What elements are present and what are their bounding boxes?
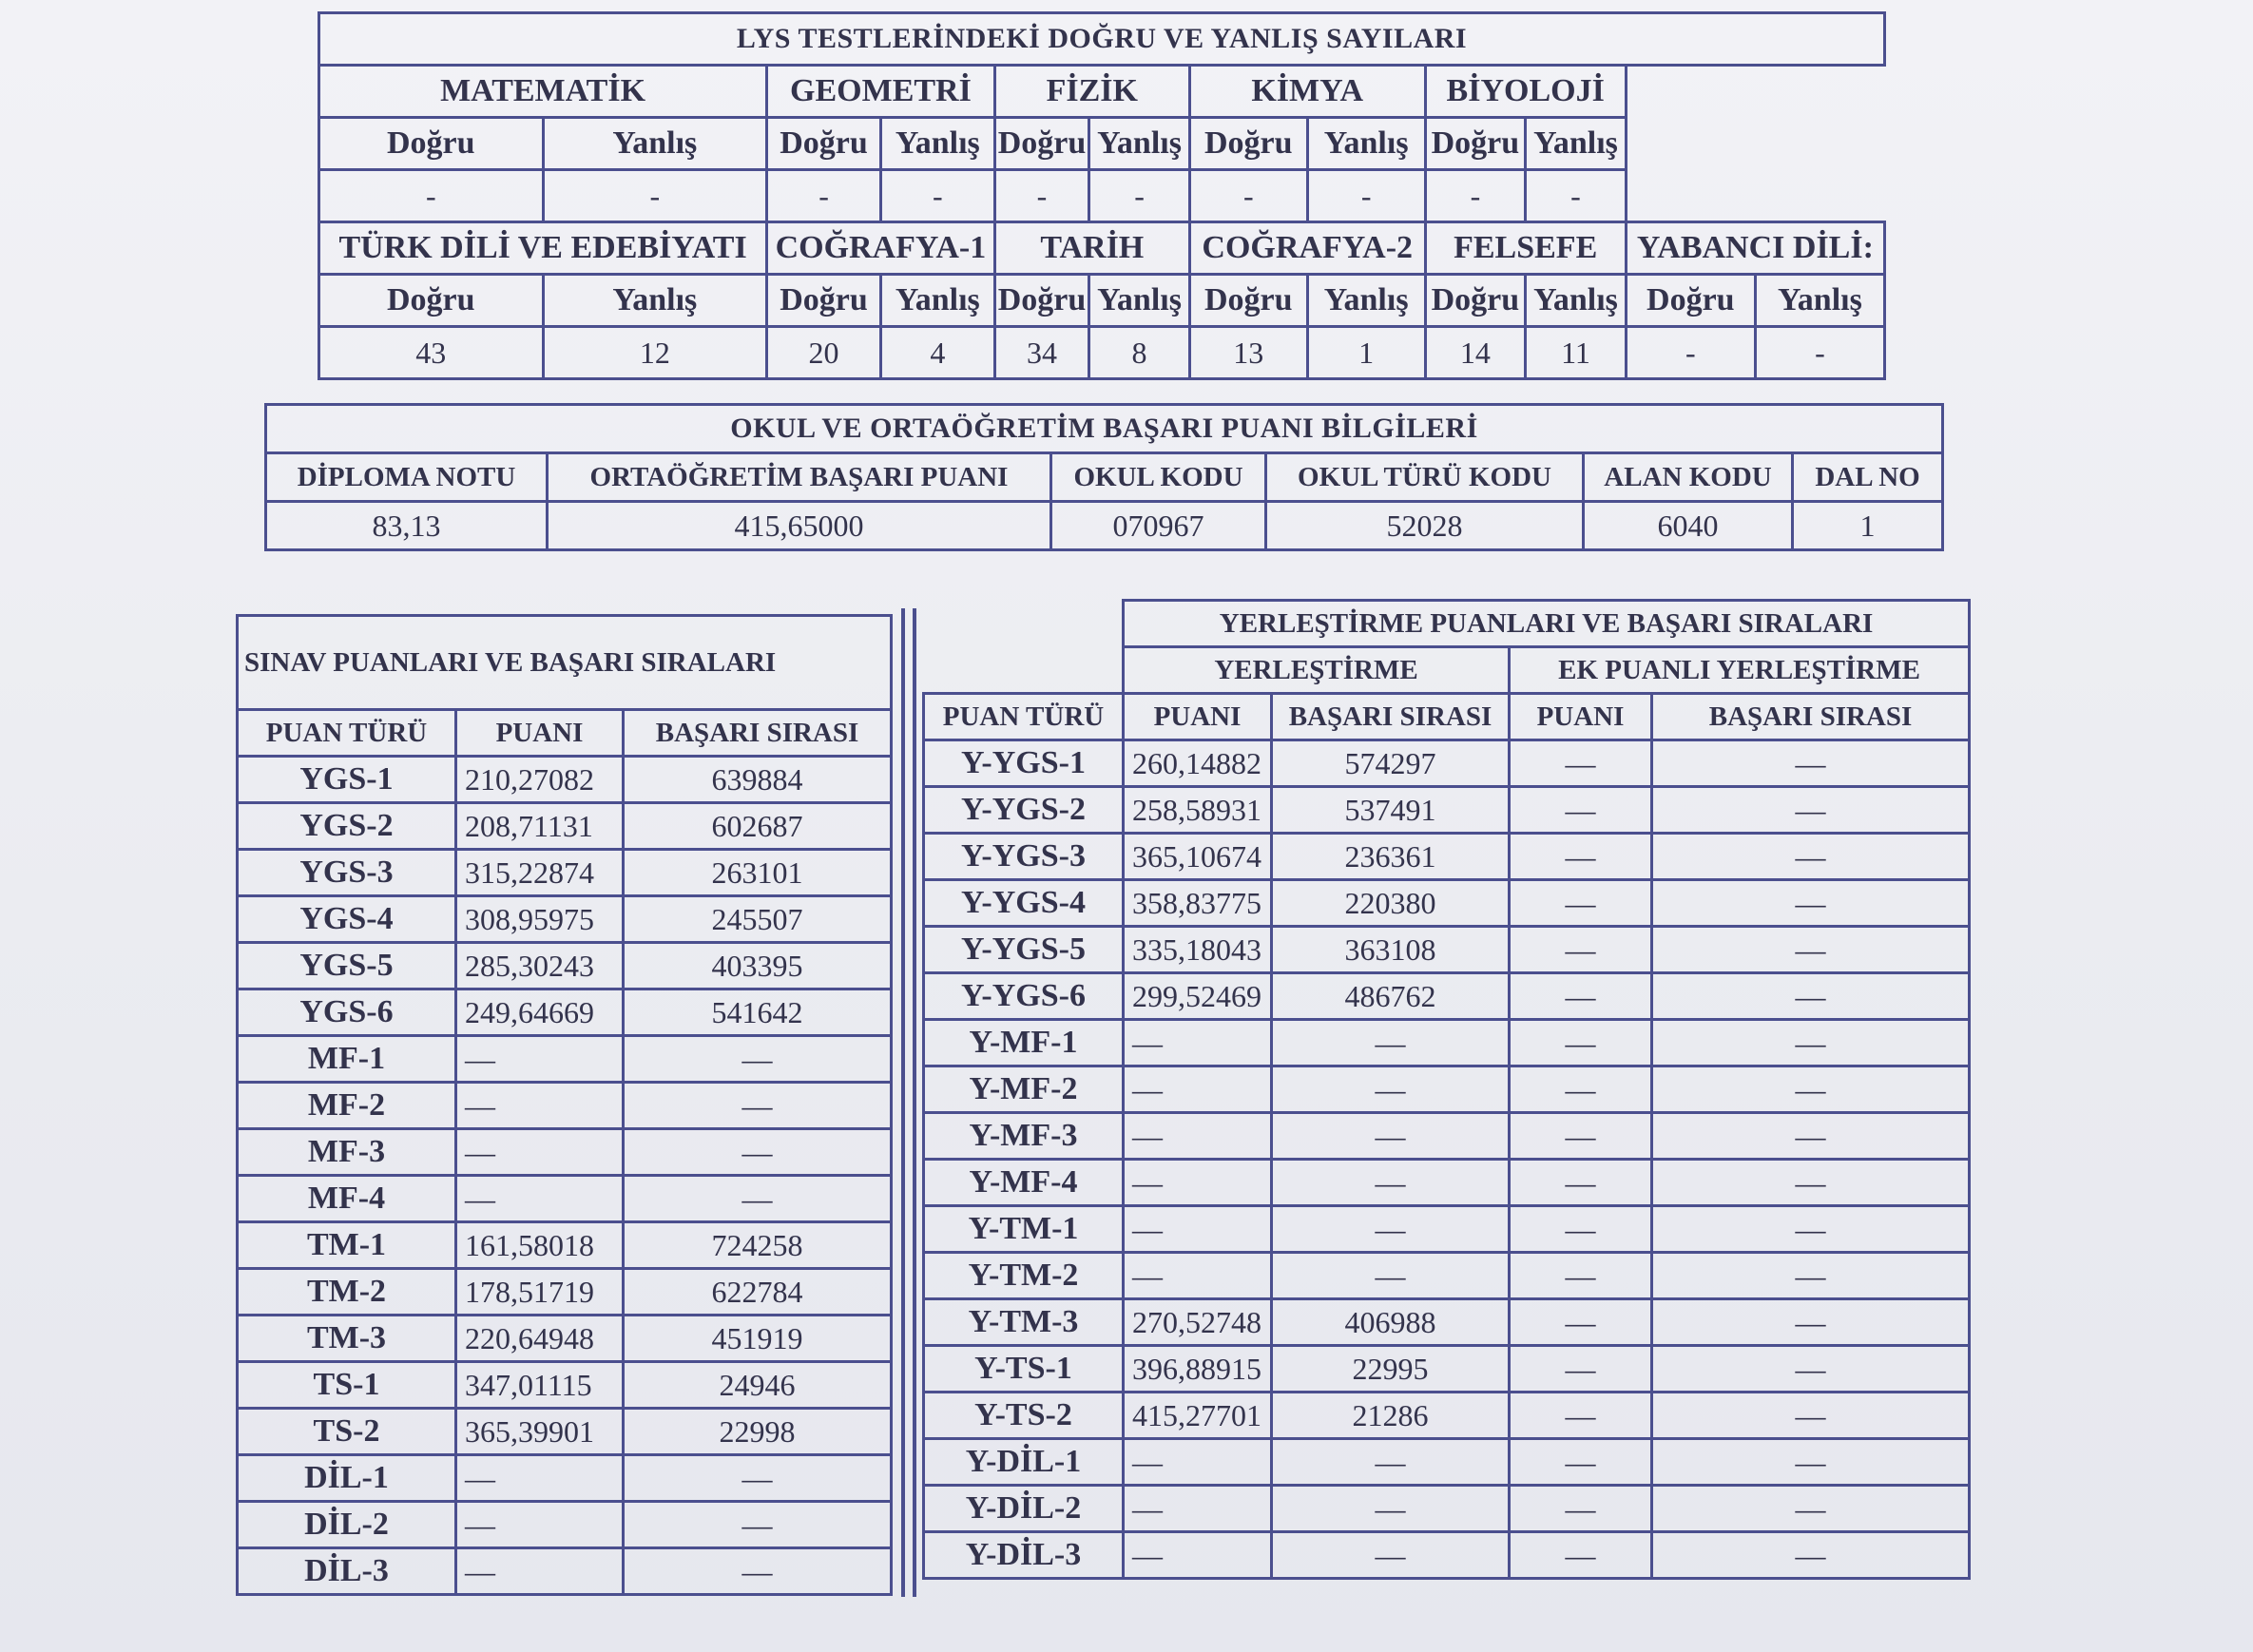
placement-score-type: Y-TS-1 [924,1346,1124,1393]
placement-score-value: — [1652,880,1970,927]
placement-score-value: — [1510,1066,1652,1113]
placement-score-value: — [1652,1206,1970,1253]
lys-value: 13 [1189,327,1307,379]
lys-value: - [880,170,994,222]
placement-score-type: Y-YGS-4 [924,880,1124,927]
school-info-header: DİPLOMA NOTU [266,453,548,502]
score-value: 161,58018 [456,1222,624,1269]
placement-score-value: — [1124,1113,1272,1160]
placement-score-value: 258,58931 [1124,787,1272,834]
school-info-value: 52028 [1266,502,1584,550]
table-row [924,1532,1970,1579]
score-value: — [624,1548,892,1595]
lys-column-label: Yanlış [543,275,767,327]
placement-score-value: — [1272,1486,1510,1532]
placement-score-value: 22995 [1272,1346,1510,1393]
lys-value: - [1189,170,1307,222]
lys-value: 11 [1526,327,1627,379]
table-row [924,1393,1970,1439]
exam-scores-header: PUAN TÜRÜ [238,710,456,757]
score-value: 22998 [624,1409,892,1455]
lys-value: 43 [319,327,544,379]
lys-column-label: Yanlış [1089,118,1190,170]
placement-score-value: — [1510,927,1652,973]
score-value: — [456,1036,624,1083]
table-row [924,1253,1970,1299]
placement-score-value: — [1272,1532,1510,1579]
placement-score-value: — [1652,1299,1970,1346]
lys-column-label: Doğru [994,275,1089,327]
table-row [924,1160,1970,1206]
placement-score-value: — [1124,1206,1272,1253]
score-type: MF-2 [238,1083,456,1129]
lys-value: 20 [767,327,881,379]
table-row [924,1439,1970,1486]
table-row [238,1409,892,1455]
lys-value: 1 [1307,327,1425,379]
school-info-header: ALAN KODU [1584,453,1793,502]
placement-score-value: — [1652,740,1970,787]
lys-column-label: Doğru [1189,118,1307,170]
placement-score-value: — [1652,1253,1970,1299]
placement-score-value: — [1652,973,1970,1020]
table-row [238,1362,892,1409]
score-value: — [624,1083,892,1129]
bonus-placement-group-header: EK PUANLI YERLEŞTİRME [1510,647,1970,694]
placement-score-type: Y-TM-1 [924,1206,1124,1253]
placement-score-value: — [1510,1253,1652,1299]
score-type: MF-4 [238,1176,456,1222]
table-row [238,1222,892,1269]
table-row [924,1206,1970,1253]
score-type: YGS-6 [238,989,456,1036]
lys-value: - [1425,170,1526,222]
score-type: MF-1 [238,1036,456,1083]
placement-score-value: — [1124,1486,1272,1532]
lys-subject: TARİH [994,222,1189,275]
placement-score-value: — [1510,1439,1652,1486]
placement-score-value: 486762 [1272,973,1510,1020]
score-value: 724258 [624,1222,892,1269]
placement-score-type: Y-YGS-1 [924,740,1124,787]
placement-scores-table [922,599,1971,1580]
school-info-header: OKUL KODU [1051,453,1266,502]
placement-score-value: 236361 [1272,834,1510,880]
placement-score-value: — [1124,1020,1272,1066]
placement-score-value: — [1510,740,1652,787]
score-value: 245507 [624,896,892,943]
placement-score-value: — [1652,927,1970,973]
placement-score-type: Y-TS-2 [924,1393,1124,1439]
placement-score-value: — [1652,1393,1970,1439]
placement-score-value: — [1272,1020,1510,1066]
placement-score-value: — [1510,787,1652,834]
lys-column-label: Yanlış [1307,275,1425,327]
placement-score-value: — [1510,973,1652,1020]
score-type: YGS-2 [238,803,456,850]
placement-score-value: — [1510,834,1652,880]
lys-subject: GEOMETRİ [767,66,995,118]
lys-column-label: Yanlış [1089,275,1190,327]
placement-score-value: — [1272,1253,1510,1299]
table-row [238,757,892,803]
lys-column-label: Yanlış [880,118,994,170]
lys-results-table [318,11,1886,380]
table-row [238,989,892,1036]
lys-value: - [543,170,767,222]
placement-score-value: — [1652,1346,1970,1393]
school-info-value: 1 [1793,502,1943,550]
placement-header: PUANI [1124,694,1272,740]
score-value: — [456,1083,624,1129]
score-type: DİL-3 [238,1548,456,1595]
placement-score-value: — [1510,880,1652,927]
placement-score-value: — [1652,1066,1970,1113]
school-info-title: OKUL VE ORTAÖĞRETİM BAŞARI PUANI BİLGİLERİ [266,405,1943,453]
table-row [924,973,1970,1020]
placement-score-type: Y-DİL-2 [924,1486,1124,1532]
score-value: 220,64948 [456,1316,624,1362]
score-type: TS-1 [238,1362,456,1409]
table-row [238,943,892,989]
lys-subject: TÜRK DİLİ VE EDEBİYATI [319,222,767,275]
lys-value: 4 [880,327,994,379]
score-value: 541642 [624,989,892,1036]
placement-score-value: 537491 [1272,787,1510,834]
placement-score-value: — [1652,1160,1970,1206]
score-value: 249,64669 [456,989,624,1036]
table-row [924,1020,1970,1066]
placement-score-value: — [1124,1066,1272,1113]
school-info-header: OKUL TÜRÜ KODU [1266,453,1584,502]
lys-value: 34 [994,327,1089,379]
table-row [924,1113,1970,1160]
exam-scores-title: SINAV PUANLARI VE BAŞARI SIRALARI [238,616,892,710]
placement-score-value: 270,52748 [1124,1299,1272,1346]
table-row [238,1176,892,1222]
placement-score-value: 21286 [1272,1393,1510,1439]
score-value: 622784 [624,1269,892,1316]
score-value: 602687 [624,803,892,850]
table-row [238,1455,892,1502]
score-value: 210,27082 [456,757,624,803]
score-value: 315,22874 [456,850,624,896]
placement-score-type: Y-YGS-5 [924,927,1124,973]
lys-value: - [319,170,544,222]
placement-score-value: — [1652,1486,1970,1532]
school-info-value: 83,13 [266,502,548,550]
placement-score-value: 335,18043 [1124,927,1272,973]
lys-subject: MATEMATİK [319,66,767,118]
lys-subject: FELSEFE [1425,222,1626,275]
placement-score-type: Y-TM-2 [924,1253,1124,1299]
score-value: 639884 [624,757,892,803]
score-value: — [456,1176,624,1222]
table-row [924,1066,1970,1113]
placement-score-value: — [1272,1113,1510,1160]
lys-value: - [1089,170,1190,222]
score-value: 178,51719 [456,1269,624,1316]
lys-column-label: Yanlış [1307,118,1425,170]
placement-score-value: 260,14882 [1124,740,1272,787]
score-value: 263101 [624,850,892,896]
placement-score-value: — [1652,834,1970,880]
lys-value: - [1526,170,1627,222]
placement-score-value: 220380 [1272,880,1510,927]
lys-value: 14 [1425,327,1526,379]
school-info-table [264,403,1944,551]
lys-column-label: Doğru [319,118,544,170]
lys-subject: COĞRAFYA-2 [1189,222,1425,275]
lys-value: 8 [1089,327,1190,379]
placement-score-value: 415,27701 [1124,1393,1272,1439]
score-value: 308,95975 [456,896,624,943]
placement-score-type: Y-YGS-3 [924,834,1124,880]
school-info-value: 6040 [1584,502,1793,550]
placement-score-value: — [1510,1206,1652,1253]
table-row [924,787,1970,834]
score-type: YGS-3 [238,850,456,896]
placement-score-value: — [1510,1020,1652,1066]
lys-value: - [767,170,881,222]
placement-score-type: Y-MF-3 [924,1113,1124,1160]
placement-score-value: — [1272,1066,1510,1113]
score-value: — [456,1502,624,1548]
score-value: — [624,1036,892,1083]
score-value: 403395 [624,943,892,989]
placement-score-value: — [1510,1299,1652,1346]
table-row [924,1299,1970,1346]
fold-line [913,608,916,1597]
placement-score-value: — [1272,1439,1510,1486]
placement-score-type: Y-MF-2 [924,1066,1124,1113]
lys-column-label: Yanlış [1526,275,1627,327]
score-value: 451919 [624,1316,892,1362]
table-row [238,1502,892,1548]
placement-header: PUANI [1510,694,1652,740]
table-row [238,1129,892,1176]
placement-score-value: — [1652,1113,1970,1160]
school-info-header: ORTAÖĞRETİM BAŞARI PUANI [548,453,1051,502]
placement-score-value: — [1124,1253,1272,1299]
score-type: TM-3 [238,1316,456,1362]
lys-column-label: Yanlış [1755,275,1884,327]
lys-column-label: Doğru [319,275,544,327]
table-row [924,834,1970,880]
lys-column-label: Doğru [994,118,1089,170]
lys-subject: FİZİK [994,66,1189,118]
placement-header: BAŞARI SIRASI [1272,694,1510,740]
table-row [238,1083,892,1129]
placement-score-value: — [1272,1160,1510,1206]
school-info-value: 415,65000 [548,502,1051,550]
placement-score-value: 363108 [1272,927,1510,973]
table-row [238,1269,892,1316]
lys-subject: COĞRAFYA-1 [767,222,995,275]
score-value: — [624,1176,892,1222]
placement-score-value: 396,88915 [1124,1346,1272,1393]
score-value: 24946 [624,1362,892,1409]
placement-title: YERLEŞTİRME PUANLARI VE BAŞARI SIRALARI [1124,601,1970,647]
placement-score-value: — [1652,1020,1970,1066]
lys-value: - [1307,170,1425,222]
placement-score-value: 299,52469 [1124,973,1272,1020]
score-type: DİL-1 [238,1455,456,1502]
lys-value: - [1626,327,1755,379]
lys-column-label: Doğru [1425,118,1526,170]
table-row [238,1316,892,1362]
lys-value: - [994,170,1089,222]
placement-score-type: Y-DİL-1 [924,1439,1124,1486]
score-type: YGS-4 [238,896,456,943]
lys-subject: YABANCI DİLİ: [1626,222,1884,275]
table-row [924,927,1970,973]
placement-score-value: — [1652,1532,1970,1579]
placement-score-type: Y-YGS-6 [924,973,1124,1020]
lys-column-label: Yanlış [880,275,994,327]
score-value: — [624,1502,892,1548]
table-row [924,1486,1970,1532]
placement-score-value: — [1124,1160,1272,1206]
placement-group-header: YERLEŞTİRME [1124,647,1510,694]
lys-value: 12 [543,327,767,379]
lys-value: - [1755,327,1884,379]
score-value: — [456,1548,624,1595]
lys-subject: KİMYA [1189,66,1425,118]
fold-line [901,608,905,1597]
table-row [238,1548,892,1595]
table-row [238,896,892,943]
placement-score-value: 406988 [1272,1299,1510,1346]
table-row [238,803,892,850]
score-type: YGS-1 [238,757,456,803]
placement-score-value: — [1510,1113,1652,1160]
placement-score-value: — [1510,1393,1652,1439]
lys-column-label: Doğru [767,275,881,327]
placement-empty-header [924,601,1124,694]
placement-header: BAŞARI SIRASI [1652,694,1970,740]
table-row [924,1346,1970,1393]
placement-score-type: Y-MF-4 [924,1160,1124,1206]
placement-score-value: — [1652,1439,1970,1486]
placement-score-value: 365,10674 [1124,834,1272,880]
table-row [238,1036,892,1083]
placement-score-value: — [1124,1532,1272,1579]
score-value: — [456,1129,624,1176]
placement-score-type: Y-YGS-2 [924,787,1124,834]
score-value: 365,39901 [456,1409,624,1455]
score-value: 208,71131 [456,803,624,850]
score-value: — [624,1455,892,1502]
table-row [924,880,1970,927]
placement-score-value: 574297 [1272,740,1510,787]
placement-score-type: Y-TM-3 [924,1299,1124,1346]
exam-scores-table [236,614,893,1596]
exam-scores-header: PUANI [456,710,624,757]
placement-score-value: — [1652,787,1970,834]
placement-score-value: — [1510,1160,1652,1206]
lys-empty-cell [1626,66,1884,222]
exam-scores-header: BAŞARI SIRASI [624,710,892,757]
lys-column-label: Doğru [1425,275,1526,327]
score-value: — [624,1129,892,1176]
score-value: 347,01115 [456,1362,624,1409]
placement-score-value: — [1510,1346,1652,1393]
placement-score-value: — [1510,1532,1652,1579]
score-type: DİL-2 [238,1502,456,1548]
lys-title: LYS TESTLERİNDEKİ DOĞRU VE YANLIŞ SAYILARI [319,13,1885,66]
placement-score-value: — [1272,1206,1510,1253]
score-type: YGS-5 [238,943,456,989]
placement-score-type: Y-DİL-3 [924,1532,1124,1579]
placement-score-type: Y-MF-1 [924,1020,1124,1066]
school-info-header: DAL NO [1793,453,1943,502]
score-type: TM-1 [238,1222,456,1269]
placement-score-value: 358,83775 [1124,880,1272,927]
school-info-value: 070967 [1051,502,1266,550]
lys-subject: BİYOLOJİ [1425,66,1626,118]
table-row [924,740,1970,787]
score-type: MF-3 [238,1129,456,1176]
lys-column-label: Yanlış [1526,118,1627,170]
table-row [238,850,892,896]
lys-column-label: Yanlış [543,118,767,170]
lys-column-label: Doğru [1189,275,1307,327]
score-type: TS-2 [238,1409,456,1455]
score-type: TM-2 [238,1269,456,1316]
placement-score-value: — [1124,1439,1272,1486]
lys-column-label: Doğru [767,118,881,170]
score-value: 285,30243 [456,943,624,989]
placement-header: PUAN TÜRÜ [924,694,1124,740]
placement-score-value: — [1510,1486,1652,1532]
lys-column-label: Doğru [1626,275,1755,327]
score-value: — [456,1455,624,1502]
